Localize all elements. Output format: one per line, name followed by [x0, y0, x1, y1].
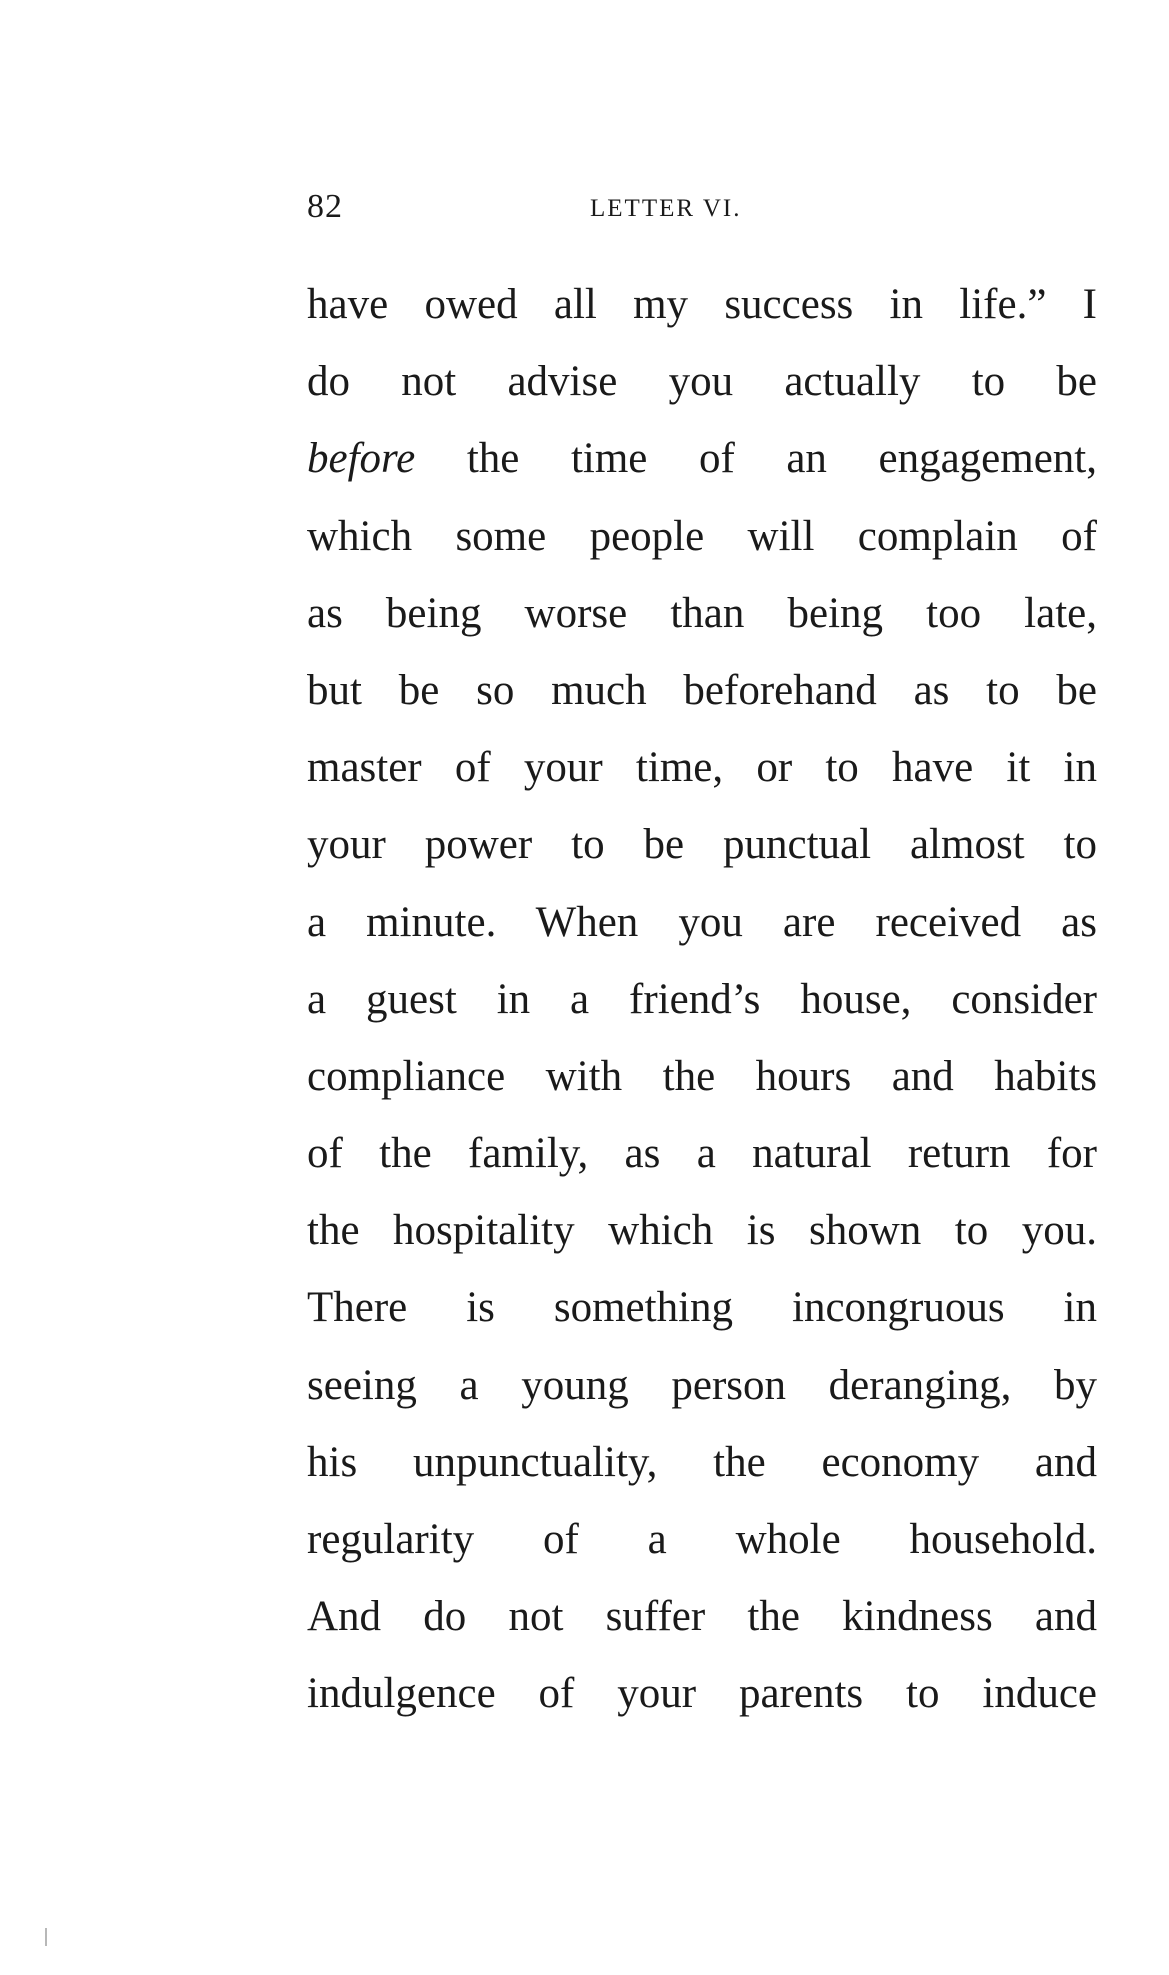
text-line: There is something incongruous in [307, 1284, 1097, 1332]
letter-heading: LETTER VI. [590, 195, 742, 222]
text-line: your power to be punctual almost to [307, 821, 1097, 869]
text-line: his unpunctuality, the economy and [307, 1438, 1097, 1486]
text-line: master of your time, or to have it in [307, 744, 1097, 792]
text-line: seeing a young person deranging, by [307, 1361, 1097, 1409]
text-line: a guest in a friend’s house, consider [307, 975, 1097, 1023]
text-line: regularity of a whole household. [307, 1516, 1097, 1563]
text-line: And do not suffer the kindness and [307, 1593, 1097, 1641]
text-line: have owed all my success in life.” I [307, 281, 1097, 328]
page-number: 82 [307, 188, 343, 225]
text-line: a minute. When you are received as [307, 898, 1097, 946]
text-line: but be so much beforehand as to be [307, 666, 1097, 714]
text-line: which some people will complain of [307, 512, 1097, 560]
text-line: of the family, as a natural return for [307, 1130, 1097, 1178]
margin-mark [45, 1928, 47, 1946]
text-line: do not advise you actually to be [307, 358, 1097, 406]
text-line [307, 420, 1097, 497]
running-head [307, 182, 1097, 232]
italic-word: before [307, 435, 416, 483]
text-line: the hospitality which is shown to you. [307, 1207, 1097, 1255]
text-line: compliance with the hours and habits [307, 1052, 1097, 1100]
text-line: as being worse than being too late, [307, 589, 1097, 637]
text-line: indulgence of your parents to induce [307, 1670, 1097, 1718]
body-text [307, 266, 1097, 1733]
line-rest: the time of an engagement, [415, 435, 1097, 483]
